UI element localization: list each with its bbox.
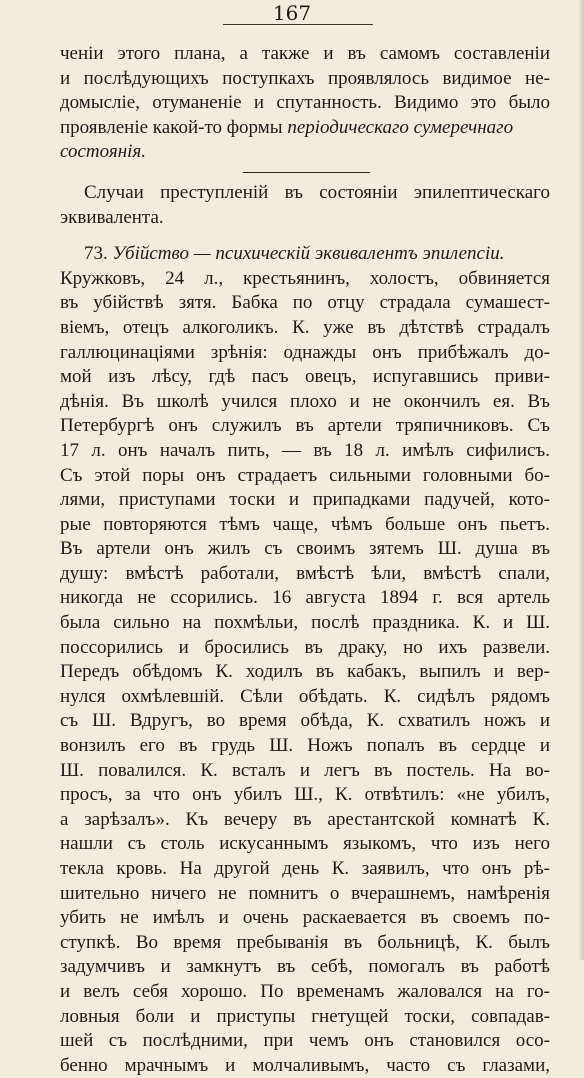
page-number: 167 (272, 1, 312, 25)
section-heading (60, 181, 550, 230)
page-body (60, 42, 550, 1078)
paragraph-continuation (60, 42, 550, 165)
text-line: нашли съ столь искусаннымъ языкомъ, что изъ него (60, 833, 550, 855)
heading-line: Случаи преступленій въ состояніи эпилептическаго (84, 181, 550, 203)
text-line: просъ, за что онъ убилъ Ш., К. отвѣтилъ: «не убилъ, (60, 784, 550, 806)
text-line: ченіи этого плана, а также и въ самомъ составленіи (60, 43, 550, 64)
text-line: была сильно на похмѣльи, послѣ праздника. К. и Ш. (60, 612, 550, 634)
page-number-rule (223, 24, 373, 25)
case-number: 73. (84, 243, 113, 265)
case-entry (60, 242, 550, 1078)
text-line: состоянія. (60, 141, 146, 163)
text-line: съ Ш. Вдругъ, во время обѣда, К. схватилъ ножъ и (60, 710, 550, 732)
text-line: ступкѣ. Во время пребыванія въ больницѣ, К. былъ (60, 931, 550, 953)
text-line: мой изъ лѣсу, гдѣ пасъ овецъ, испугавшись приви- (60, 366, 550, 388)
heading-line: эквивалента. (60, 206, 164, 228)
text-line: Ш. повалился. К. всталъ и легъ въ постель. На во- (60, 759, 550, 781)
page-edge-shadow (578, 0, 584, 960)
text-line: шительно ничего не помнитъ о вчерашнемъ, намѣренія (60, 882, 550, 904)
text-line: въ убійствѣ зятя. Бабка по отцу страдала сумашест- (60, 292, 550, 314)
text-line: никогда не ссорились. 16 августа 1894 г. вся артель (60, 587, 550, 609)
text-line: бенно мрачнымъ и молчаливымъ, часто съ глазами, (60, 1054, 550, 1076)
text-line-part: проявленіе какой-то формы (60, 116, 288, 138)
italic-term: періодическаго сумеречнаго (287, 116, 514, 138)
text-line: текла кровь. На другой день К. заявилъ, что онъ рѣ- (60, 858, 550, 879)
text-line: ловныя боли и приступы гнетущей тоски, совпадав- (60, 1005, 550, 1027)
text-line: шей съ послѣдними, при чемъ онъ становился осо- (60, 1030, 550, 1052)
text-line: Петербургѣ онъ служилъ въ артели тряпичниковъ. Съ (60, 415, 550, 437)
text-line: душу: вмѣстѣ работали, вмѣстѣ ѣли, вмѣстѣ спали, (60, 562, 550, 584)
text-line: дѣнія. Въ школѣ учился плохо и не окончилъ ея. Въ (60, 390, 550, 412)
text-line: Передъ обѣдомъ К. ходилъ въ кабакъ, выпилъ и вер- (60, 661, 550, 683)
text-line: и велъ себя хорошо. По временамъ жаловался на го- (60, 980, 550, 1002)
text-line: Въ артели онъ жилъ съ своимъ зятемъ Ш. душа въ (60, 538, 550, 560)
text-line: віемъ, отецъ алкоголикъ. К. уже въ дѣтствѣ страдалъ (60, 316, 550, 338)
text-line: галлюцинаціями зрѣнія: однажды онъ прибѣжалъ до- (60, 341, 550, 363)
text-line: 17 л. онъ началъ пить, — въ 18 л. имѣлъ сифилисъ. (60, 439, 550, 461)
text-line: Кружковъ, 24 л., крестьянинъ, холостъ, обвиняется (60, 267, 550, 289)
case-title: Убійство — психическій эквивалентъ эпилепсіи. (112, 243, 505, 265)
text-line: Съ этой поры онъ страдаетъ сильными головными бо- (60, 464, 550, 486)
spacer (60, 230, 550, 242)
section-separator (60, 165, 550, 181)
text-line: убить не имѣлъ и очень раскаевается въ своемъ по- (60, 907, 550, 929)
text-line: а зарѣзалъ». Къ вечеру въ арестантской комнатѣ К. (60, 808, 550, 830)
text-line: нулся охмѣлевшій. Сѣли обѣдать. К. сидѣлъ рядомъ (60, 685, 550, 707)
section-rule (243, 172, 370, 173)
text-line: задумчивъ и замкнутъ въ себѣ, помогалъ въ работѣ (60, 956, 550, 978)
text-line: рые повторяются тѣмъ чаще, чѣмъ больше онъ пьетъ. (60, 513, 550, 535)
text-line: вонзилъ его въ грудь Ш. Ножъ попалъ въ сердце и (60, 735, 550, 757)
text-line: домысліе, отуманеніе и спутанность. Видимо это было (60, 92, 550, 114)
text-line (60, 116, 550, 141)
text-line: поссорились и бросились въ драку, но ихъ развели. (60, 636, 550, 658)
case-title-line (60, 242, 550, 267)
text-line: лями, приступами тоски и припадками падучей, кото- (60, 489, 550, 511)
text-line: и послѣдующихъ поступкахъ проявлялось видимое не- (60, 67, 550, 89)
